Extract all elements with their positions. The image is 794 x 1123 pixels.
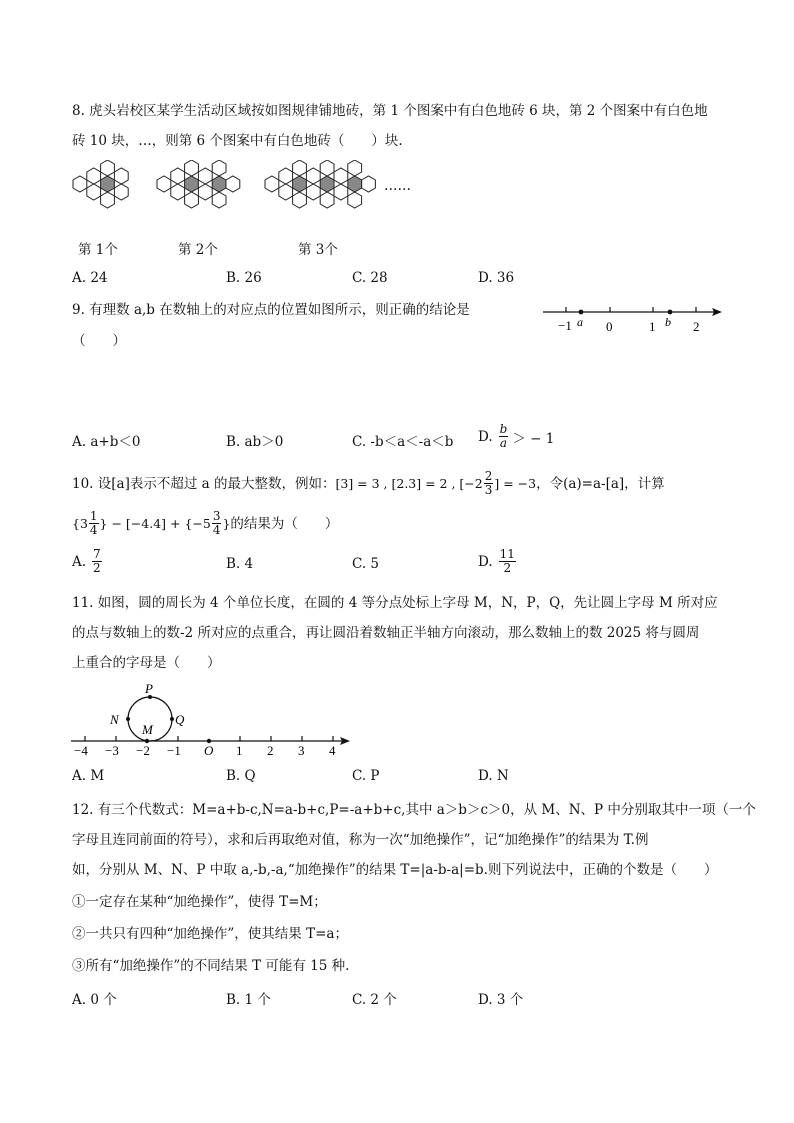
q11-label-n: N: [110, 712, 119, 727]
q9-point-label-a: a: [577, 315, 583, 329]
q9-tick-label: 0: [606, 319, 613, 334]
fraction-denominator: 4: [89, 523, 98, 537]
q11-tick-label: O: [204, 743, 214, 758]
fraction-denominator: 4: [212, 523, 221, 537]
q12-statement-3: ③所有“加绝操作”的不同结果 T 可能有 15 种.: [72, 958, 350, 974]
q11-label-q: Q: [175, 712, 185, 727]
q12-text-line1: 12. 有三个代数式：M=a+b-c,N=a-b+c,P=-a+b+c,其中 a＞b＞c＞0，从 M、N、P 中分别取其中一项（一个: [72, 802, 756, 818]
fraction-denominator: 3: [484, 483, 493, 497]
q8-ellipsis: ……: [384, 178, 411, 194]
q9-option-c[interactable]: C. -b＜a＜-a＜b: [352, 434, 454, 450]
q11-option-a[interactable]: A. M: [72, 768, 105, 784]
figure-2-tiles: [157, 160, 240, 208]
q11-option-d[interactable]: D. N: [478, 768, 509, 784]
q10-option-d-fraction: [499, 548, 516, 575]
fraction-numerator: 11: [499, 547, 515, 561]
q11-text-line2: 的点与数轴上的数-2 所对应的点重合，再让圆沿着数轴正半轴方向滚动，那么数轴上的数 2025 将与圆周: [72, 625, 700, 641]
hexagon-tile-figures: [68, 160, 398, 222]
q12-text-line3: 如，分别从 M、N、P 中取 a,-b,-a,“加绝操作”的结果 T=|a-b-a|=b.则下列说法中，正确的个数是（ ）: [72, 862, 718, 878]
q12-text-line2: 字母且连同前面的符号），求和后再取绝对值，称为一次“加绝操作”，记“加绝操作”的结果为 T.例: [72, 832, 649, 848]
q9-tick-label: −1: [558, 318, 572, 333]
q9-option-d[interactable]: [478, 423, 554, 450]
q12-option-d[interactable]: D. 3 个: [478, 992, 524, 1008]
q8-option-c[interactable]: C. 28: [352, 270, 388, 286]
q10-expr-fraction-1: [89, 510, 99, 537]
q9-option-a[interactable]: A. a+b＜0: [72, 434, 141, 450]
q10-example-fraction: [484, 470, 494, 497]
fraction-numerator: b: [499, 422, 508, 436]
q12-statement-1: ①一定存在某种“加绝操作”，使得 T=M；: [72, 894, 327, 910]
q10-text-suffix: ，令(a)=a-[a]，计算: [536, 475, 665, 492]
q9-option-d-suffix: ＞ − 1: [512, 430, 555, 447]
q12-statement-2: ②一共只有四种“加绝操作”，使其结果 T=a；: [72, 926, 348, 942]
q10-option-d[interactable]: [478, 548, 517, 575]
q9-point-a: [579, 310, 584, 315]
q10-option-b[interactable]: B. 4: [226, 556, 254, 572]
q12-option-a[interactable]: A. 0 个: [72, 992, 117, 1008]
q8-option-d[interactable]: D. 36: [478, 270, 515, 286]
fraction-denominator: 2: [93, 561, 101, 575]
q9-text-line1: 9. 有理数 a,b 在数轴上的对应点的位置如图所示，则正确的结论是: [72, 302, 470, 318]
q8-figure-label-3: 第 3个: [298, 242, 338, 258]
q10-expr-part3: }: [222, 515, 231, 531]
q9-tick-label: 2: [693, 319, 700, 334]
q10-expr-part1: {3: [72, 515, 88, 531]
q11-option-c[interactable]: C. P: [352, 768, 380, 784]
figure-1-tiles: [73, 160, 128, 208]
q10-text-prefix: 10. 设[a]表示不超过 a 的最大整数，例如：: [72, 475, 336, 492]
q11-tick-label: −2: [136, 743, 150, 758]
q10-expr-part2: } − [−4.4] + {−5: [99, 515, 211, 531]
q11-text-line3: 上重合的字母是（ ）: [72, 655, 221, 671]
q10-option-a-fraction: [92, 548, 102, 575]
q9-option-d-fraction: [499, 423, 509, 450]
q11-tick-label: −4: [74, 743, 88, 758]
q8-option-b[interactable]: B. 26: [226, 270, 262, 286]
q11-label-p: P: [145, 681, 153, 696]
fraction-numerator: 1: [89, 509, 98, 523]
q10-expression-line: [72, 510, 338, 537]
q11-tick-label: 4: [329, 743, 336, 758]
q11-text-line1: 11. 如图，圆的周长为 4 个单位长度，在圆的 4 等分点处标上字母 M，N，P，Q，先让圆上字母 M 所对应: [72, 595, 718, 611]
q12-option-b[interactable]: B. 1 个: [226, 992, 271, 1008]
q8-text-line2: 砖 10 块，…，则第 6 个图案中有白色地砖（ ）块.: [72, 133, 403, 149]
q8-figure-label-1: 第 1个: [78, 242, 118, 258]
figure-3-tiles: [265, 160, 375, 208]
q11-tick-label: −1: [167, 743, 181, 758]
q9-option-b[interactable]: B. ab＞0: [226, 434, 284, 450]
q10-option-a-prefix: A.: [72, 553, 87, 570]
fraction-denominator: 2: [503, 561, 512, 575]
fraction-numerator: 2: [484, 469, 493, 483]
q10-example-2: ] = −3: [494, 475, 537, 491]
q11-option-b[interactable]: B. Q: [226, 768, 256, 784]
q10-option-d-prefix: D.: [478, 553, 493, 570]
q9-option-d-prefix: D.: [478, 428, 493, 445]
q11-tick-label: 3: [298, 743, 305, 758]
q9-text-line2: （ ）: [72, 333, 126, 349]
fraction-numerator: 3: [212, 509, 221, 523]
q10-option-a[interactable]: [72, 548, 103, 575]
q9-point-b: [668, 310, 673, 315]
q11-tick-label: 1: [236, 743, 243, 758]
q11-tick-label: −3: [105, 743, 119, 758]
q10-expr-fraction-2: [212, 510, 222, 537]
q11-circle-number-line: [66, 678, 356, 758]
q9-tick-label: 1: [649, 319, 656, 334]
q10-expr-suffix: 的结果为（ ）: [230, 515, 339, 532]
q8-option-a[interactable]: A. 24: [72, 270, 108, 286]
q10-example-1: [3] = 3 , [2.3] = 2 , [−2: [335, 475, 483, 491]
q10-option-c[interactable]: C. 5: [352, 556, 380, 572]
q9-number-line: [538, 298, 728, 338]
q11-label-m: M: [142, 722, 153, 737]
q10-text-line1: [72, 470, 665, 497]
q12-option-c[interactable]: C. 2 个: [352, 992, 397, 1008]
fraction-numerator: 7: [93, 547, 101, 561]
q9-point-label-b: b: [665, 315, 671, 329]
fraction-denominator: a: [499, 436, 508, 450]
q11-tick-label: 2: [267, 743, 274, 758]
q8-figure-label-2: 第 2个: [178, 242, 218, 258]
q8-text-line1: 8. 虎头岩校区某学生活动区域按如图规律铺地砖，第 1 个图案中有白色地砖 6 块，第 2 个图案中有白色地: [72, 103, 708, 119]
